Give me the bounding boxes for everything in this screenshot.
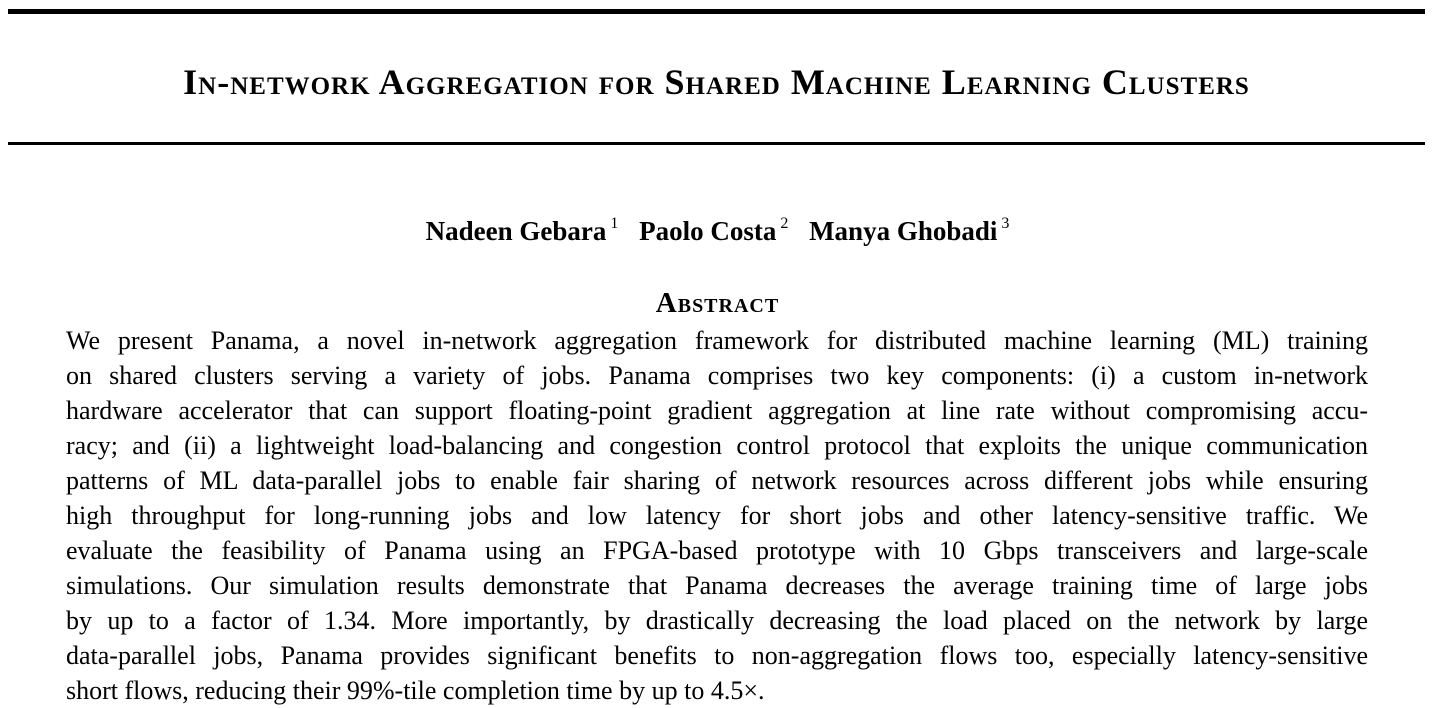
abstract-line: evaluate the feasibility of Panama using an FPGA-based prototype with 10 Gbps transceivers and large-scale — [66, 536, 1368, 565]
abstract-line: short flows, reducing their 99%-tile completion time by up to 4.5×. — [66, 676, 765, 705]
author-affiliation: 2 — [780, 215, 789, 232]
bottom-rule — [8, 142, 1425, 145]
top-rule — [8, 9, 1425, 14]
author — [809, 206, 1009, 249]
abstract-line: on shared clusters serving a variety of jobs. Panama comprises two key components: (i) a custom in-network — [66, 361, 1368, 390]
author-list — [0, 206, 1435, 249]
author — [426, 206, 619, 249]
abstract-line: simulations. Our simulation results demonstrate that Panama decreases the average training time of large jobs — [66, 571, 1368, 600]
abstract-line: high throughput for long-running jobs and low latency for short jobs and other latency-sensitive traffic. We — [66, 501, 1368, 530]
author — [639, 206, 788, 249]
abstract-line: by up to a factor of 1.34. More importantly, by drastically decreasing the load placed on the network by large — [66, 606, 1368, 635]
author-name: Nadeen Gebara — [425, 216, 607, 246]
author-name: Paolo Costa — [639, 216, 777, 246]
abstract-line: We present Panama, a novel in-network aggregation framework for distributed machine learning (ML) training — [66, 326, 1368, 355]
abstract-line: patterns of ML data-parallel jobs to enable fair sharing of network resources across different jobs while ensuring — [66, 466, 1368, 495]
abstract-line: hardware accelerator that can support floating-point gradient aggregation at line rate without compromising accu- — [66, 396, 1368, 425]
abstract-line: racy; and (ii) a lightweight load-balancing and congestion control protocol that exploits the unique communication — [66, 431, 1368, 460]
author-affiliation: 3 — [1001, 215, 1010, 232]
abstract-body — [66, 323, 1368, 708]
author-name: Manya Ghobadi — [809, 216, 998, 246]
abstract-heading: Abstract — [655, 287, 780, 319]
abstract-line: data-parallel jobs, Panama provides significant benefits to non-aggregation flows too, especially latency-sensitive — [66, 641, 1368, 670]
paper-title: In-network Aggregation for Shared Machine Learning Clusters — [183, 62, 1250, 102]
author-affiliation: 1 — [610, 215, 619, 232]
